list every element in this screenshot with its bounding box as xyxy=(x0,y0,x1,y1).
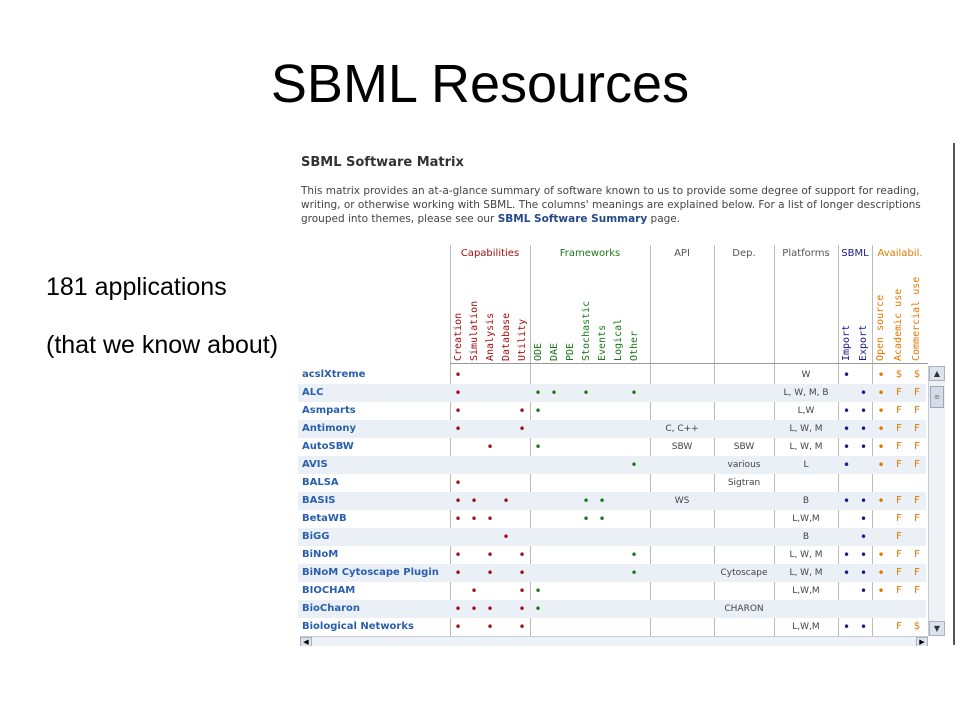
sbml-dot-export: • xyxy=(859,422,868,436)
availability-academic-use: F xyxy=(896,405,902,416)
vertical-scrollbar[interactable] xyxy=(928,366,945,636)
availability-open-source: • xyxy=(877,386,885,400)
table-row xyxy=(298,600,926,618)
availability-academic-use: F xyxy=(896,531,902,542)
availability-commercial-use: F xyxy=(914,549,920,560)
availability-open-source: • xyxy=(877,422,885,436)
software-name-link[interactable]: BiNoM Cytoscape Plugin xyxy=(302,567,439,578)
api-cell xyxy=(650,582,714,600)
availability-commercial-use: F xyxy=(914,567,920,578)
table-row xyxy=(298,582,926,600)
availability-commercial-use: F xyxy=(914,441,920,452)
sbml-dot-import: • xyxy=(842,440,851,454)
table-row xyxy=(298,366,926,384)
framework-dot-other: • xyxy=(630,566,638,580)
software-summary-link[interactable]: SBML Software Summary xyxy=(497,213,648,225)
dependency-cell: Sigtran xyxy=(727,478,761,488)
availability-commercial-use: F xyxy=(914,405,920,416)
matrix-title: SBML Software Matrix xyxy=(301,155,464,170)
availability-open-source: • xyxy=(877,584,885,598)
column-header-ode: ODE xyxy=(533,342,544,361)
framework-dot-events: • xyxy=(598,512,606,526)
dependency-cell: various xyxy=(727,460,761,470)
dependency-cell xyxy=(714,582,774,600)
capability-dot-creation: • xyxy=(454,602,462,616)
availability-commercial-use xyxy=(908,474,926,492)
availability-academic-use: $ xyxy=(895,369,903,380)
sbml-dot-import: • xyxy=(842,422,851,436)
availability-academic-use: F xyxy=(896,549,902,560)
column-header-import: Import xyxy=(841,324,852,361)
sbml-dot-export: • xyxy=(859,512,868,526)
column-header-academic-use: Academic use xyxy=(893,288,904,361)
column-header-open-source: Open source xyxy=(875,294,886,361)
column-header-events: Events xyxy=(597,324,608,361)
group-dep: Dep. xyxy=(732,248,756,259)
software-name-link[interactable]: AVIS xyxy=(302,459,328,470)
platforms-cell xyxy=(774,600,838,618)
availability-academic-use: F xyxy=(896,423,902,434)
capability-dot-creation: • xyxy=(454,368,462,382)
capability-dot-analysis: • xyxy=(486,548,494,562)
api-cell xyxy=(650,402,714,420)
sbml-dot-export: • xyxy=(859,566,868,580)
matrix-description xyxy=(301,184,941,226)
availability-commercial-use xyxy=(908,600,926,618)
framework-dot-dae: • xyxy=(550,386,558,400)
capability-dot-utility: • xyxy=(518,584,526,598)
capability-dot-utility: • xyxy=(518,602,526,616)
platforms-cell: L, W, M, B xyxy=(783,388,829,398)
column-header-other: Other xyxy=(629,330,640,361)
api-cell xyxy=(650,564,714,582)
application-count: 181 applications xyxy=(46,273,227,301)
column-header-logical: Logical xyxy=(613,318,624,361)
dependency-cell: Cytoscape xyxy=(720,568,768,578)
capability-dot-simulation: • xyxy=(470,494,478,508)
column-header-stochastic: Stochastic xyxy=(581,300,592,361)
description-text-end: page. xyxy=(647,213,681,225)
framework-dot-other: • xyxy=(630,386,638,400)
software-name-link[interactable]: Asmparts xyxy=(302,405,356,416)
column-header-commercial-use: Commercial use xyxy=(911,276,922,361)
table-row xyxy=(298,384,926,402)
horizontal-scrollbar[interactable] xyxy=(300,636,928,646)
platforms-cell: L,W xyxy=(797,406,815,416)
column-header-export: Export xyxy=(858,324,869,361)
capability-dot-analysis: • xyxy=(486,620,494,634)
api-cell xyxy=(650,474,714,492)
availability-commercial-use: F xyxy=(914,495,920,506)
platforms-cell: W xyxy=(801,370,811,380)
availability-academic-use: F xyxy=(896,621,902,632)
api-cell xyxy=(650,600,714,618)
sbml-dot-export: • xyxy=(859,530,868,544)
framework-dot-other: • xyxy=(630,458,638,472)
application-count-note: (that we know about) xyxy=(46,331,279,359)
table-row xyxy=(298,618,926,636)
availability-commercial-use: F xyxy=(914,387,920,398)
availability-open-source: • xyxy=(877,566,885,580)
availability-open-source xyxy=(872,474,890,492)
software-name-link[interactable]: BIOCHAM xyxy=(302,585,356,596)
sbml-dot-import: • xyxy=(842,368,851,382)
table-row xyxy=(298,420,926,438)
platforms-cell: B xyxy=(802,496,810,506)
capability-dot-analysis: • xyxy=(486,440,494,454)
platforms-cell: L, W, M xyxy=(789,442,823,452)
api-cell xyxy=(650,528,714,546)
api-cell: WS xyxy=(674,496,690,506)
sbml-dot-export: • xyxy=(859,386,868,400)
availability-commercial-use: F xyxy=(914,513,920,524)
column-header-creation: Creation xyxy=(453,312,464,361)
capability-dot-database: • xyxy=(502,530,510,544)
framework-dot-ode: • xyxy=(534,602,542,616)
table-row xyxy=(298,456,926,474)
api-cell xyxy=(650,366,714,384)
software-name-link[interactable]: BetaWB xyxy=(302,513,347,524)
column-header-database: Database xyxy=(501,312,512,361)
capability-dot-utility: • xyxy=(518,422,526,436)
availability-academic-use: F xyxy=(896,585,902,596)
availability-commercial-use: F xyxy=(914,585,920,596)
framework-dot-events: • xyxy=(598,494,606,508)
table-row xyxy=(298,546,926,564)
group-api: API xyxy=(674,248,690,259)
table-row xyxy=(298,402,926,420)
availability-commercial-use xyxy=(908,528,926,546)
software-name-link[interactable]: BiNoM xyxy=(302,549,339,560)
software-name-link[interactable]: Antimony xyxy=(302,423,356,434)
sbml-dot-export: • xyxy=(859,440,868,454)
dependency-cell xyxy=(714,510,774,528)
availability-academic-use: F xyxy=(896,387,902,398)
group-platforms: Platforms xyxy=(782,248,830,259)
sbml-dot-export: • xyxy=(859,494,868,508)
table-row xyxy=(298,474,926,492)
framework-dot-ode: • xyxy=(534,404,542,418)
platforms-cell: L, W, M xyxy=(789,424,823,434)
platforms-cell: L, W, M xyxy=(789,568,823,578)
platforms-cell: L,W,M xyxy=(792,514,820,524)
sbml-dot-export: • xyxy=(859,404,868,418)
dependency-cell xyxy=(714,546,774,564)
group-capabilities: Capabilities xyxy=(460,248,520,259)
capability-dot-creation: • xyxy=(454,494,462,508)
availability-open-source xyxy=(872,510,890,528)
dependency-cell xyxy=(714,618,774,636)
api-cell: SBW xyxy=(671,442,693,452)
platforms-cell: L,W,M xyxy=(792,586,820,596)
scroll-down-icon[interactable]: ▼ xyxy=(929,621,945,636)
availability-open-source: • xyxy=(877,494,885,508)
capability-dot-creation: • xyxy=(454,404,462,418)
sbml-dot-export: • xyxy=(859,620,868,634)
column-header-simulation: Simulation xyxy=(469,300,480,361)
sbml-dot-export: • xyxy=(859,548,868,562)
framework-dot-stochastic: • xyxy=(582,386,590,400)
software-matrix-screenshot xyxy=(288,142,956,646)
capability-dot-analysis: • xyxy=(486,512,494,526)
table-row xyxy=(298,438,926,456)
description-text: This matrix provides an at-a-glance summary of software known to us to provide some degree of support for reading, writing, or otherwise working with SBML. The columns' meanings are explained below. For a list of longer descriptions grouped into themes, please see our xyxy=(301,185,921,225)
dependency-cell: CHARON xyxy=(724,604,764,614)
group-sbml: SBML xyxy=(841,248,869,259)
capability-dot-simulation: • xyxy=(470,602,478,616)
capability-dot-simulation: • xyxy=(470,584,478,598)
capability-dot-utility: • xyxy=(518,566,526,580)
framework-dot-ode: • xyxy=(534,440,542,454)
capability-dot-creation: • xyxy=(454,386,462,400)
dependency-cell xyxy=(714,528,774,546)
slide-title: SBML Resources xyxy=(270,54,690,114)
availability-academic-use: F xyxy=(896,441,902,452)
group-frameworks: Frameworks xyxy=(559,248,621,259)
availability-open-source: • xyxy=(877,404,885,418)
capability-dot-analysis: • xyxy=(486,566,494,580)
column-header-dae: DAE xyxy=(549,342,560,361)
scroll-right-icon[interactable]: ▶ xyxy=(916,637,928,646)
capability-dot-utility: • xyxy=(518,620,526,634)
scroll-up-icon[interactable]: ▲ xyxy=(929,366,945,381)
availability-commercial-use: $ xyxy=(913,369,921,380)
framework-dot-ode: • xyxy=(534,584,542,598)
software-name-link[interactable]: BioCharon xyxy=(302,603,361,614)
capability-dot-utility: • xyxy=(518,404,526,418)
software-name-link[interactable]: BiGG xyxy=(302,531,330,542)
capability-dot-creation: • xyxy=(454,620,462,634)
framework-dot-ode: • xyxy=(534,386,542,400)
availability-commercial-use: F xyxy=(914,459,920,470)
availability-academic-use: F xyxy=(896,513,902,524)
capability-dot-creation: • xyxy=(454,476,462,490)
platforms-cell: L,W,M xyxy=(792,622,820,632)
platforms-cell: B xyxy=(802,532,810,542)
platforms-cell: L xyxy=(803,460,809,470)
column-header-utility: Utility xyxy=(517,318,528,361)
capability-dot-analysis: • xyxy=(486,602,494,616)
sbml-dot-import: • xyxy=(842,566,851,580)
dependency-cell xyxy=(714,366,774,384)
software-table xyxy=(298,366,926,636)
api-cell xyxy=(650,384,714,402)
availability-open-source: • xyxy=(877,458,885,472)
software-name-link[interactable]: Biological Networks xyxy=(302,621,414,632)
software-name-link[interactable]: BALSA xyxy=(302,477,339,488)
platforms-cell xyxy=(774,474,838,492)
platforms-cell: L, W, M xyxy=(789,550,823,560)
api-cell xyxy=(650,456,714,474)
availability-academic-use: F xyxy=(896,495,902,506)
column-header-analysis: Analysis xyxy=(485,312,496,361)
availability-academic-use xyxy=(890,474,908,492)
availability-academic-use: F xyxy=(896,567,902,578)
capability-dot-creation: • xyxy=(454,566,462,580)
window-edge xyxy=(953,143,955,645)
availability-open-source xyxy=(872,600,890,618)
table-row xyxy=(298,510,926,528)
capability-dot-simulation: • xyxy=(470,512,478,526)
capability-dot-utility: • xyxy=(518,548,526,562)
dependency-cell xyxy=(714,420,774,438)
capability-dot-creation: • xyxy=(454,548,462,562)
framework-dot-stochastic: • xyxy=(582,494,590,508)
availability-academic-use: F xyxy=(896,459,902,470)
capability-dot-creation: • xyxy=(454,512,462,526)
api-cell xyxy=(650,510,714,528)
availability-open-source: • xyxy=(877,368,885,382)
dependency-cell xyxy=(714,402,774,420)
table-row xyxy=(298,492,926,510)
capability-dot-creation: • xyxy=(454,422,462,436)
dependency-cell xyxy=(714,384,774,402)
availability-academic-use xyxy=(890,600,908,618)
sbml-dot-import: • xyxy=(842,494,851,508)
software-name-link[interactable]: ALC xyxy=(302,387,324,398)
capability-dot-database: • xyxy=(502,494,510,508)
dependency-cell: SBW xyxy=(733,442,755,452)
header-divider xyxy=(450,363,928,364)
framework-dot-stochastic: • xyxy=(582,512,590,526)
api-cell xyxy=(650,618,714,636)
scroll-thumb[interactable]: ≡ xyxy=(930,386,944,408)
availability-open-source: • xyxy=(877,440,885,454)
api-cell: C, C++ xyxy=(665,424,699,434)
sbml-dot-import: • xyxy=(842,620,851,634)
availability-open-source xyxy=(872,528,890,546)
sbml-dot-import: • xyxy=(842,458,851,472)
availability-open-source xyxy=(872,618,890,636)
availability-commercial-use: F xyxy=(914,423,920,434)
column-header-pde: PDE xyxy=(565,342,576,361)
api-cell xyxy=(650,546,714,564)
table-row xyxy=(298,528,926,546)
scroll-left-icon[interactable]: ◀ xyxy=(300,637,312,646)
availability-commercial-use: $ xyxy=(913,621,921,632)
sbml-dot-import: • xyxy=(842,404,851,418)
framework-dot-other: • xyxy=(630,548,638,562)
table-row xyxy=(298,564,926,582)
group-availability: Availabil. xyxy=(877,248,923,259)
sbml-dot-import: • xyxy=(842,548,851,562)
software-name-link[interactable]: acslXtreme xyxy=(302,369,366,380)
software-name-link[interactable]: AutoSBW xyxy=(302,441,354,452)
software-name-link[interactable]: BASIS xyxy=(302,495,336,506)
availability-open-source: • xyxy=(877,548,885,562)
dependency-cell xyxy=(714,492,774,510)
sbml-dot-export: • xyxy=(859,584,868,598)
